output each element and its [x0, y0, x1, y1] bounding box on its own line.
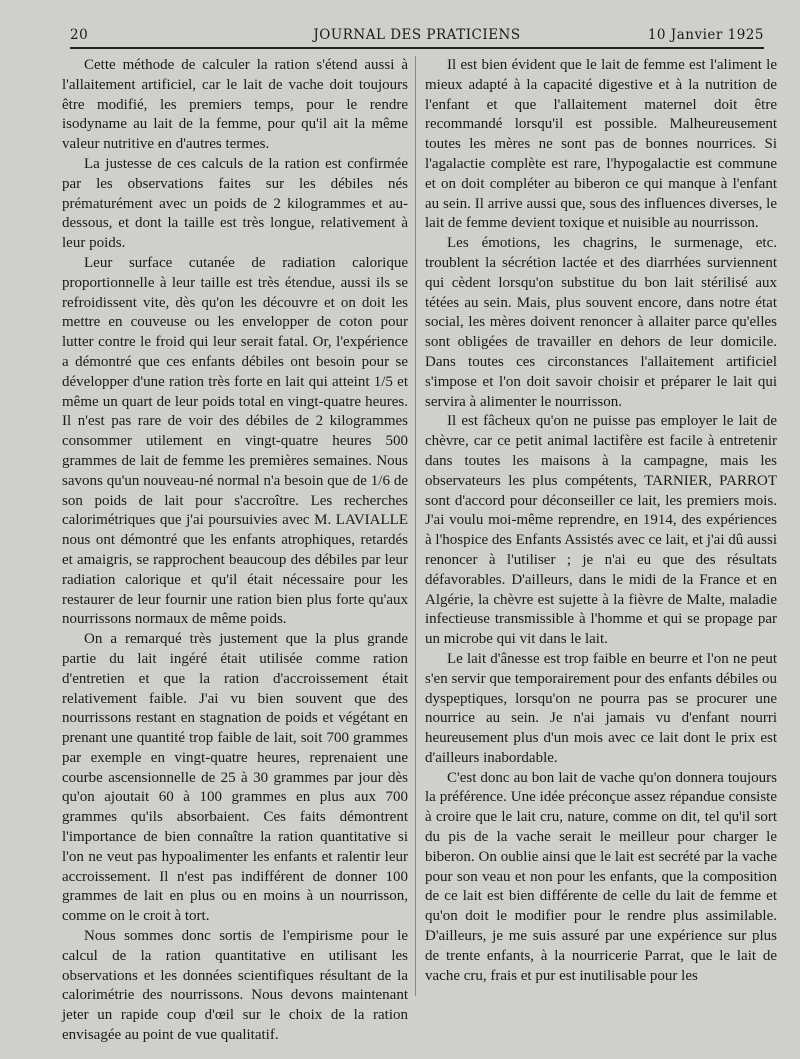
paragraph: Il est fâcheux qu'on ne puisse pas employer le lait de chèvre, car ce petit animal lactifère est facile à entretenir dans toutes les maisons à la campagne, mais les observateurs les plus compétents, TARNIER, PARROT sont d'accord pour déconseiller ce lait, les premiers mois. J'ai voulu moi-même reprendre, en 1914, des expériences à l'hospice des Enfants Assistés avec ce lait, et j'ai dû aussi renoncer à l'utiliser ; je n'ai eu que des résultats défavorables. D'ailleurs, dans le midi de la France et en Algérie, la chèvre est sujette à la fièvre de Malte, maladie infectieuse transmissible à l'homme et qui se propage par un microbe qui vit dans le lait. [425, 413, 777, 648]
paragraph: Nous sommes donc sortis de l'empirisme pour le calcul de la ration quantitative en utilisant les observations et les données scientifiques résultant de la calorimétrie des nourrissons. Nous devons maintenant jeter un rapide coup d'œil sur le choix de la ration envisagée au point de vue qualitatif. [62, 928, 408, 1044]
header-rule [70, 47, 764, 49]
journal-title: JOURNAL DES PRATICIENS [313, 27, 521, 43]
paragraph: Les émotions, les chagrins, le surmenage, etc. troublent la sécrétion lactée et des diarrhées surviennent qui cèdent lorsqu'on substitue du bon lait stérilisé aux tétées au sein. Mais, plus souvent encore, dans notre état social, les mères doivent renoncer à allaiter parce qu'elles sont obligées de travailler en dehors de leur domicile. Dans toutes ces circonstances l'allaitement artificiel s'impose et l'on doit savoir choisir et préparer le lait qui servira à alimenter le nourrisson. [425, 235, 777, 410]
paragraph: On a remarqué très justement que la plus grande partie du lait ingéré était utilisée comme ration d'entretien et que la ration d'accroissement était relativement faible. J'ai vu bien souvent que des nourrissons restant en stagnation de poids et végétant en prenant une quantité trop faible de lait, soit 700 grammes par exemple en vingt-quatre heures, reprenaient une courbe ascensionnelle de 25 à 30 grammes par jour dès qu'on ajoutait 60 à 100 grammes en plus aux 700 grammes qu'ils absorbaient. Ces faits démontrent l'importance de bien connaître la ration quantitative si l'on ne veut pas hypoalimenter les enfants et ralentir leur accroissement. Il n'est pas indifférent de donner 100 grammes de lait en plus ou en moins à un nourrisson, comme on le croit à tort. [62, 631, 408, 925]
paragraph: Le lait d'ânesse est trop faible en beurre et l'on ne peut s'en servir que temporairement pour des enfants débiles ou dyspeptiques, lorsqu'on ne pourra pas se procurer une nourrice au sein. Je n'ai jamais vu d'enfant nourri heureusement plus d'un mois avec ce lait dont le prix est d'ailleurs inabordable. [425, 650, 777, 766]
column-divider [415, 56, 416, 996]
paragraph: La justesse de ces calculs de la ration est confirmée par les observations faites sur les débiles nés prématurément avec un poids de 2 kilogrammes et au-dessous, et dont la taille est très longue, relativement à leur poids. [62, 155, 408, 252]
right-column [425, 56, 777, 986]
left-column [62, 56, 408, 1046]
issue-date: 10 Janvier 1925 [647, 27, 764, 43]
page-header [70, 27, 764, 47]
page-number: 20 [70, 27, 89, 43]
paragraph: Leur surface cutanée de radiation calorique proportionnelle à leur taille est très étendue, aussi ils se refroidissent vite, dès qu'on les découvre et on doit les mettre en couveuse ou les envelopper de coton pour lutter contre le froid qui leur serait fatal. Or, l'expérience a démontré que ces enfants débiles ont besoin pour se développer d'une ration très forte en lait qui atteint 1/5 et même un quart de leur poids total en vingt-quatre heures. Il n'est pas rare de voir des débiles de 2 kilogrammes consommer utilement en vingt-quatre heures 500 grammes de lait de femme les premières semaines. Nous savons qu'un nouveau-né normal n'a besoin que de 1/6 de son poids de lait pour s'accroître. Les recherches calorimétriques que j'ai poursuivies avec M. LAVIALLE nous ont démontré que les enfants atrophiques, retardés et amaigris, se rapprochent beaucoup des débiles par leur radiation calorique et qu'il était nécessaire pour les restaurer de leur fournir une ration bien plus forte qu'aux nourrissons normaux de même poids. [62, 254, 408, 628]
paragraph: Cette méthode de calculer la ration s'étend aussi à l'allaitement artificiel, car le lait de vache doit toujours être modifié, les premiers temps, pour le rendre isodyname au lait de la femme, pour qu'il ait la même valeur nutritive en d'autres termes. [62, 57, 408, 153]
paragraph: C'est donc au bon lait de vache qu'on donnera toujours la préférence. Une idée préconçue assez répandue consiste à croire que le lait cru, nature, comme on dit, tel qu'il sort du pis de la vache serait le meilleur pour charger le biberon. On oublie ainsi que le lait est secrété par la vache pour son veau et non pour les enfants, que la composition de ce lait est bien différente de celle du lait de femme et qu'on doit le modifier pour le rendre plus assimilable. D'ailleurs, je me suis assuré par une expérience sur plus de trente enfants, à la nourricerie Parrat, que le lait de vache cru, frais et pur est inutilisable pour les [425, 769, 777, 984]
paragraph: Il est bien évident que le lait de femme est l'aliment le mieux adapté à la capacité digestive et à la nutrition de l'enfant et que l'allaitement maternel doit être recommandé lorsqu'il est possible. Malheureusement toutes les mères ne sont pas de bonnes nourrices. Si l'agalactie complète est rare, l'hypogalactie est commune et on doit compléter au biberon ce qui manque à l'enfant au sein. Il arrive aussi que, sous des influences diverses, le lait de femme devient toxique et nuisible au nourrisson. [425, 57, 777, 232]
